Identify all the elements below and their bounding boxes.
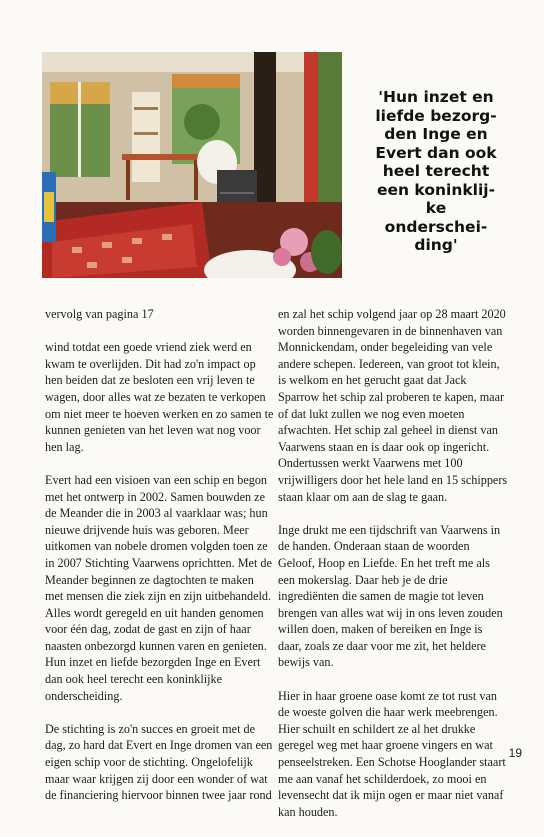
body-paragraph: wind totdat een goede vriend ziek werd en kwam te overlijden. Dit had zo'n impact op hen beiden dat ze besloten een vrij leven te wagen, door alles wat ze bezaten te verkopen om niet meer te hoeven werken en zo samen te kunnen genieten van het leven wat nog voor hen lag. [45, 340, 274, 454]
interior-photo-illustration [42, 52, 342, 278]
left-column [45, 306, 275, 820]
continuation-note: vervolg van pagina 17 [45, 307, 154, 321]
right-column [278, 306, 508, 837]
body-paragraph: Hier in haar groene oase komt ze tot rust van de woeste golven die haar werk meebrengen. Hier schuilt en schildert ze al het drukke geregel weg met haar groene vingers en wat penseelstreken. Een Schotse Hooglander staart me aan vanaf het schilderdoek, zo mooi en levensecht dat ik mijn ogen er maar niet vanaf kan houden. [278, 688, 506, 819]
pull-quote: 'Hun inzet en liefde bezorg-den Inge en Evert dan ook heel terecht een koninklij-ke onderschei-ding' [375, 88, 497, 254]
body-paragraph: De stichting is zo'n succes en groeit met de dag, zo hard dat Evert en Inge dromen van een eigen schip voor de stichting. Ongelofelijk maar waar krijgen zij door een wonder of wat de financiering hiervoor binnen twee jaar rond [45, 721, 273, 803]
body-paragraph: Inge drukt me een tijdschrift van Vaarwens in de handen. Onderaan staan de woorden Geloof, Hoop en Liefde. En het treft me als een mokerslag. Daar heb je de drie ingrediënten die samen de magie tot leven brengen van alles wat wij in ons leven zouden willen doen, maken of bereiken en Inge is daar, zoals ze daar voor me zit, het heldere bewijs van. [278, 522, 503, 670]
page-number: 19 [508, 746, 522, 760]
body-paragraph: en zal het schip volgend jaar op 28 maart 2020 worden binnengevaren in de binnenhaven van Monnickendam, onder begeleiding van vele andere schepen. Iedereen, van groot tot klein, is welkom en het gerucht gaat dat Jack Sparrow het schip zal proberen te kapen, maar of dat lukt zullen we nog even moeten afwachten. Het schip zal geheel in dienst van Vaarwens staan en is daar ook op ingericht. Ondertussen werkt Vaarwens met 100 vrijwilligers door het hele land en 15 schippers staan klaar om aan de slag te gaan. [278, 307, 508, 504]
body-paragraph: Evert had een visioen van een schip en begon met het ontwerp in 2002. Samen bouwden ze de Meander die in 2003 al vaarklaar was; hun nieuwe drijvende huis was geboren. Meer uitkomen van nobele dromen volgden toen ze in 2007 Stichting Vaarwens oprichtten. Met de Meander beginnen ze dagtochten te maken met mensen die ziek zijn en zijn uitbehandeld. Alles wordt geregeld en uit handen genomen voor één dag, zodat de gast en zijn of haar naasten onbezorgd kunnen varen en genieten. Hun inzet en liefde bezorgden Inge en Evert dan ook heel terecht een koninklijke onderscheiding. [45, 472, 272, 703]
interior-photo [42, 52, 342, 278]
